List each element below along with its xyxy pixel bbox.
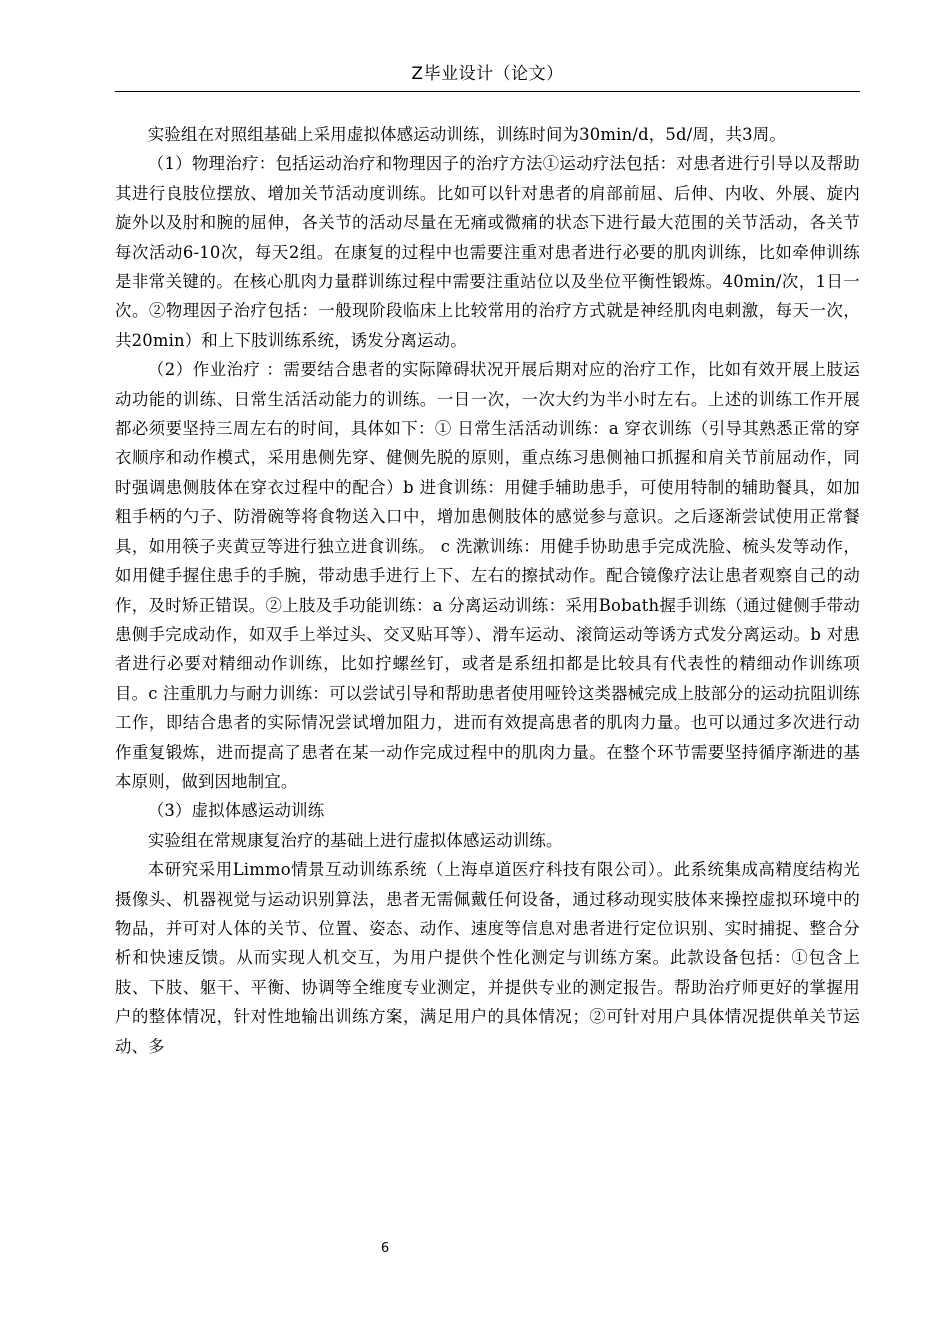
page-header-title: Z毕业设计（论文） bbox=[411, 64, 564, 84]
paragraph-occupational-therapy: （2）作业治疗 ：需要结合患者的实际障碍状况开展后期对应的治疗工作，比如有效开展上肢运动功能的训练、日常生活活动能力的训练。一日一次，一次大约为半小时左右。上述的训练工作开展都必须要坚持三周左右的时间，具体如下：① 日常生活活动训练：a 穿衣训练（引导其熟悉正常的穿衣顺序和动作模式，采用患侧先穿、健侧先脱的原则，重点练习患侧袖口抓握和肩关节前屈动作，同时强调患侧肢体在穿衣过程中的配合）b 进食训练：用健手辅助患手，可使用特制的辅助餐具，如加粗手柄的勺子、防滑碗等将食物送入口中，增加患侧肢体的感觉参与意识。之后逐渐尝试使用正常餐具，如用筷子夹黄豆等进行独立进食训练。 c 洗漱训练：用健手协助患手完成洗脸、梳头发等动作，如用健手握住患手的手腕，带动患手进行上下、左右的擦拭动作。配合镜像疗法让患者观察自己的动作，及时矫正错误。②上肢及手功能训练：a 分离运动训练：采用Bobath握手训练（通过健侧手带动患侧手完成动作，如双手上举过头、交叉贴耳等）、滑车运动、滚筒运动等诱方式发分离运动。b 对患者进行必要对精细动作训练，比如拧螺丝钉，或者是系纽扣都是比较具有代表性的精细动作训练项目。c 注重肌力与耐力训练：可以尝试引导和帮助患者使用哑铃这类器械完成上肢部分的运动抗阻训练工作，即结合患者的实际情况尝试增加阻力，进而有效提高患者的肌肉力量。也可以通过多次进行动作重复锻炼，进而提高了患者在某一动作完成过程中的肌肉力量。在整个环节需要坚持循序渐进的基本原则，做到因地制宜。 bbox=[115, 360, 860, 791]
header-divider bbox=[115, 91, 860, 92]
page-number: 6 bbox=[380, 1241, 390, 1256]
paragraph-physical-therapy: （1）物理治疗：包括运动治疗和物理因子的治疗方法①运动疗法包括：对患者进行引导以及帮助其进行良肢位摆放、增加关节活动度训练。比如可以针对患者的肩部前屈、后伸、内收、外展、旋内旋外以及肘和腕的屈伸，各关节的活动尽量在无痛或微痛的状态下进行最大范围的关节活动，各关节每次活动6-10次，每天2组。在康复的过程中也需要注重对患者进行必要的肌肉训练，比如牵伸训练是非常关键的。在核心肌肉力量群训练过程中需要注重站位以及坐位平衡性锻炼。40min/次，1日一次。②物理因子治疗包括：一般现阶段临床上比较常用的治疗方式就是神经肌肉电刺激，每天一次，共20min）和上下肢训练系统，诱发分离运动。 bbox=[115, 154, 860, 350]
body-text bbox=[115, 120, 860, 1061]
paragraph-experiment-intro: 实验组在对照组基础上采用虚拟体感运动训练，训练时间为30min/d，5d/周，共3周。 bbox=[147, 125, 786, 144]
paragraph-vr-intro: 实验组在常规康复治疗的基础上进行虚拟体感运动训练。 bbox=[147, 830, 563, 850]
paragraph-limmo-system: 本研究采用Limmo情景互动训练系统（上海卓道医疗科技有限公司）。此系统集成高精度结构光摄像头、机器视觉与运动识别算法，患者无需佩戴任何设备，通过移动现实肢体来操控虚拟环境中的物品，并可对人体的关节、位置、姿态、动作、速度等信息对患者进行定位识别、实时捕捉、整合分析和快速反馈。从而实现人机交互，为用户提供个性化测定与训练方案。此款设备包括：①包含上肢、下肢、躯干、平衡、协调等全维度专业测定，并提供专业的测定报告。帮助治疗师更好的掌握用户的整体情况，针对性地输出训练方案，满足用户的具体情况；②可针对用户具体情况提供单关节运动、多 bbox=[115, 860, 860, 1056]
section-heading-vr-training: （3）虚拟体感运动训练 bbox=[147, 801, 325, 821]
